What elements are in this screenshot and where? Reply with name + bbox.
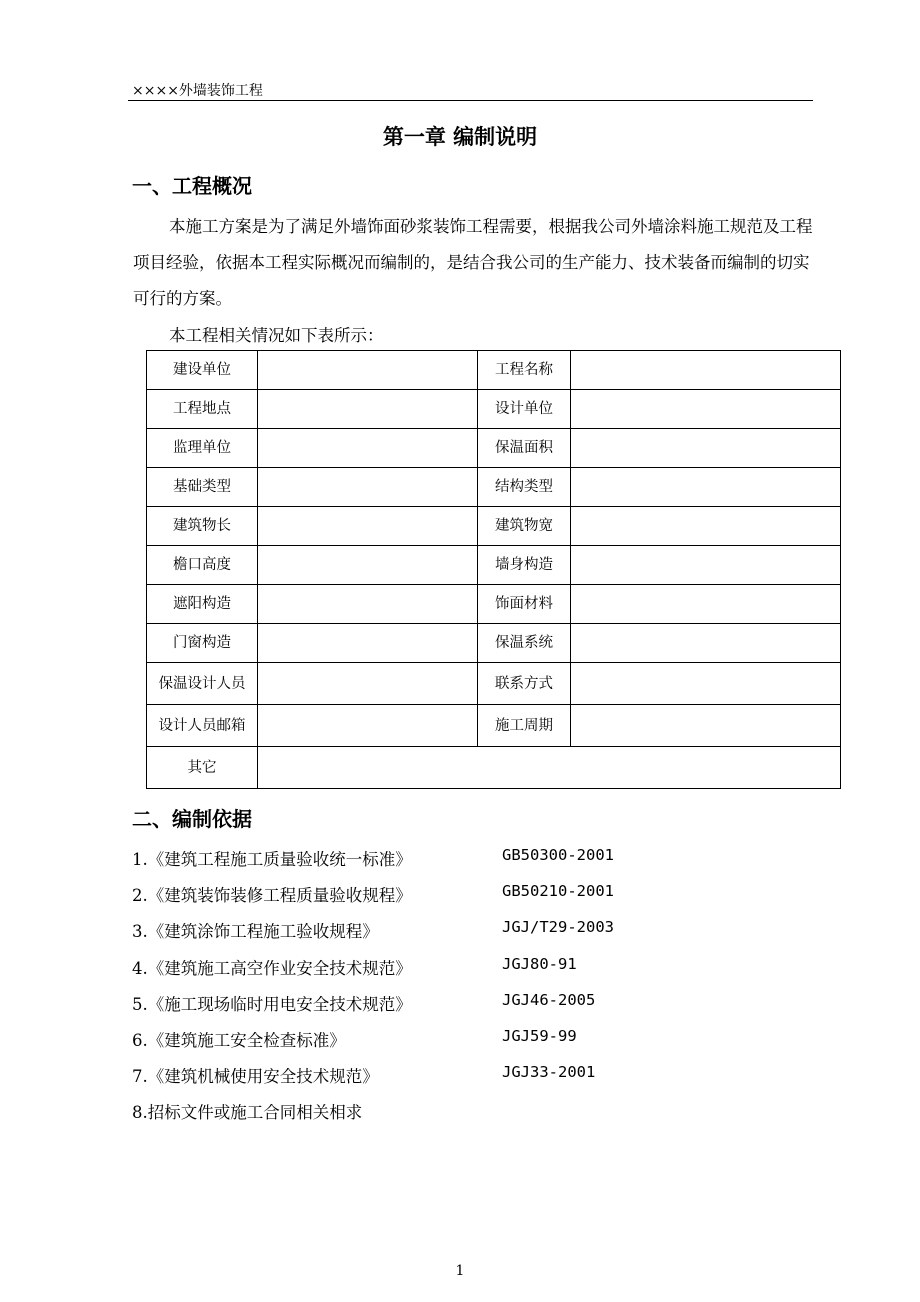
table-value-cell — [571, 585, 841, 624]
table-row — [147, 747, 841, 789]
table-value-cell — [258, 546, 478, 585]
chapter-title: 第一章 编制说明 — [382, 125, 538, 149]
table-row — [147, 468, 841, 507]
table-label-cell: 建筑物宽 — [478, 507, 571, 546]
list-item — [132, 846, 832, 882]
table-label-cell: 设计单位 — [478, 390, 571, 429]
reference-title: 5.《施工现场临时用电安全技术规范》 — [132, 994, 412, 1014]
table-label-cell: 联系方式 — [478, 663, 571, 705]
overview-paragraph: 本施工方案是为了满足外墙饰面砂浆装饰工程需要，根据我公司外墙涂料施工规范及工程项目经验，依据本工程实际概况而编制的，是结合我公司的生产能力、技术装备而编制的切实可行的方案。 — [133, 217, 813, 308]
table-value-cell — [571, 546, 841, 585]
table-value-cell — [258, 390, 478, 429]
reference-code: JGJ33-2001 — [502, 1063, 596, 1082]
table-label-cell: 监理单位 — [147, 429, 258, 468]
table-value-cell — [258, 351, 478, 390]
reference-list — [132, 846, 832, 1136]
table-label-cell: 其它 — [147, 747, 258, 789]
page-header: ××××外墙装饰工程 — [132, 83, 263, 99]
table-row — [147, 429, 841, 468]
table-label-cell: 保温面积 — [478, 429, 571, 468]
reference-code: JGJ46-2005 — [502, 990, 596, 1009]
project-info-table — [146, 350, 841, 789]
table-row — [147, 624, 841, 663]
table-value-cell — [258, 468, 478, 507]
reference-title: 6.《建筑施工安全检查标准》 — [132, 1030, 346, 1050]
table-row — [147, 585, 841, 624]
table-label-cell: 遮阳构造 — [147, 585, 258, 624]
reference-title: 1.《建筑工程施工质量验收统一标准》 — [132, 850, 412, 869]
table-row — [147, 546, 841, 585]
table-value-cell — [258, 747, 841, 789]
reference-title: 8.招标文件或施工合同相关相求 — [132, 1103, 363, 1123]
table-value-cell — [571, 624, 841, 663]
reference-title: 3.《建筑涂饰工程施工验收规程》 — [132, 922, 379, 942]
table-row — [147, 351, 841, 390]
reference-code: JGJ/T29-2003 — [502, 918, 614, 937]
table-label-cell: 工程名称 — [478, 351, 571, 390]
table-label-cell: 施工周期 — [478, 705, 571, 747]
table-value-cell — [258, 624, 478, 663]
table-value-cell — [571, 390, 841, 429]
table-label-cell: 门窗构造 — [147, 624, 258, 663]
reference-title: 2.《建筑装饰装修工程质量验收规程》 — [132, 886, 412, 906]
list-item — [132, 1099, 832, 1135]
table-label-cell: 饰面材料 — [478, 585, 571, 624]
table-row — [147, 390, 841, 429]
table-label-cell: 建筑物长 — [147, 507, 258, 546]
section-heading-basis: 二、编制依据 — [132, 807, 252, 831]
table-value-cell — [258, 585, 478, 624]
table-value-cell — [571, 468, 841, 507]
list-item — [132, 882, 832, 918]
reference-title: 4.《建筑施工高空作业安全技术规范》 — [132, 958, 412, 978]
table-label-cell: 檐口高度 — [147, 546, 258, 585]
table-value-cell — [571, 705, 841, 747]
table-value-cell — [258, 705, 478, 747]
reference-code: JGJ59-99 — [502, 1026, 577, 1045]
table-value-cell — [571, 429, 841, 468]
table-label-cell: 墙身构造 — [478, 546, 571, 585]
reference-code: JGJ80-91 — [502, 954, 577, 973]
table-label-cell: 保温设计人员 — [147, 663, 258, 705]
table-label-cell: 保温系统 — [478, 624, 571, 663]
header-rule — [128, 100, 813, 101]
table-intro: 本工程相关情况如下表所示： — [169, 326, 384, 345]
table-label-cell: 设计人员邮箱 — [147, 705, 258, 747]
list-item — [132, 1063, 832, 1099]
list-item — [132, 991, 832, 1027]
table-value-cell — [258, 663, 478, 705]
table-row — [147, 705, 841, 747]
list-item — [132, 955, 832, 991]
reference-title: 7.《建筑机械使用安全技术规范》 — [132, 1067, 379, 1087]
table-row — [147, 663, 841, 705]
reference-code: GB50210-2001 — [502, 882, 614, 901]
table-label-cell: 结构类型 — [478, 468, 571, 507]
table-label-cell: 基础类型 — [147, 468, 258, 507]
table-value-cell — [571, 507, 841, 546]
table-value-cell — [571, 663, 841, 705]
list-item — [132, 1027, 832, 1063]
table-value-cell — [571, 351, 841, 390]
page-number: 1 — [455, 1263, 465, 1279]
table-value-cell — [258, 429, 478, 468]
table-value-cell — [258, 507, 478, 546]
table-row — [147, 507, 841, 546]
table-label-cell: 建设单位 — [147, 351, 258, 390]
reference-code: GB50300-2001 — [502, 846, 614, 864]
section-heading-overview: 一、工程概况 — [132, 174, 252, 198]
list-item — [132, 918, 832, 954]
table-label-cell: 工程地点 — [147, 390, 258, 429]
